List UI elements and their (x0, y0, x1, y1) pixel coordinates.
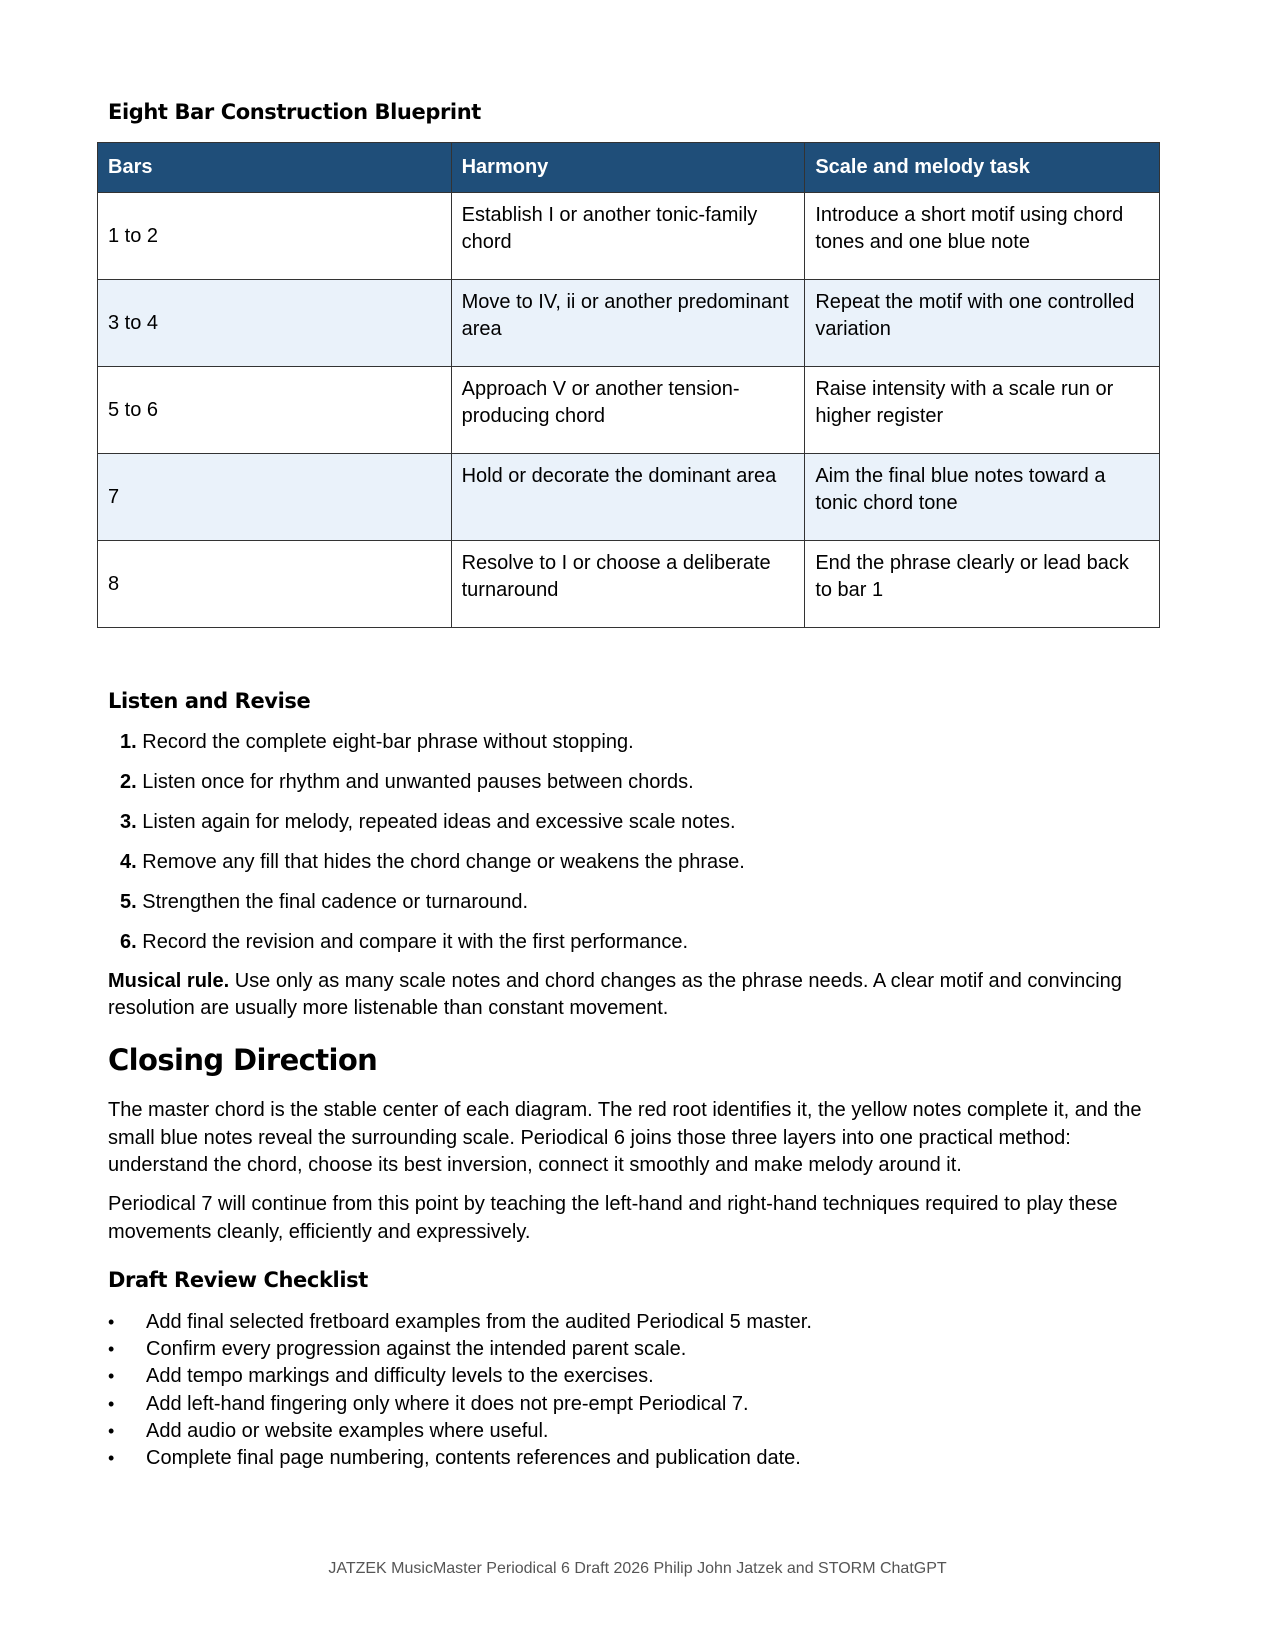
harmony-cell: Move to IV, ii or another predominant area (451, 280, 805, 367)
harmony-cell: Approach V or another tension-producing chord (451, 367, 805, 454)
closing-paragraph-2: Periodical 7 will continue from this point by teaching the left-hand and right-hand techniques required to play these movements cleanly, efficiently and expressively. (108, 1193, 1118, 1243)
task-cell: End the phrase clearly or lead back to bar 1 (805, 541, 1160, 628)
task-cell: Introduce a short motif using chord tones and one blue note (805, 193, 1160, 280)
rule-text: Use only as many scale notes and chord changes as the phrase needs. A clear motif and convincing resolution are usually more listenable than constant movement. (108, 970, 1122, 1019)
closing-direction-heading: Closing Direction (108, 1043, 378, 1077)
step-text: Record the complete eight-bar phrase without stopping. (142, 731, 634, 753)
list-item (120, 928, 745, 968)
bars-cell: 3 to 4 (98, 280, 452, 367)
table-row (98, 367, 1160, 454)
rule-label: Musical rule. (108, 970, 230, 992)
step-number: 3. (120, 811, 137, 833)
list-item (108, 1336, 812, 1363)
bullet-icon: • (108, 1447, 115, 1468)
bars-cell: 1 to 2 (98, 193, 452, 280)
checklist-heading: Draft Review Checklist (108, 1268, 368, 1292)
list-item (120, 768, 745, 808)
bullet-icon: • (108, 1366, 115, 1387)
checklist-text: Complete final page numbering, contents references and publication date. (146, 1446, 801, 1469)
checklist-text: Add audio or website examples where useful. (146, 1419, 549, 1442)
blueprint-table (97, 142, 1160, 628)
list-item (120, 808, 745, 848)
step-text: Listen once for rhythm and unwanted pauses between chords. (142, 771, 694, 793)
column-header-harmony: Harmony (451, 143, 805, 193)
harmony-cell: Resolve to I or choose a deliberate turnaround (451, 541, 805, 628)
harmony-cell: Hold or decorate the dominant area (451, 454, 805, 541)
task-cell: Repeat the motif with one controlled variation (805, 280, 1160, 367)
table-row (98, 541, 1160, 628)
step-number: 1. (120, 731, 137, 753)
task-cell: Aim the final blue notes toward a tonic chord tone (805, 454, 1160, 541)
bars-cell: 8 (98, 541, 452, 628)
step-number: 5. (120, 891, 137, 913)
step-text: Listen again for melody, repeated ideas and excessive scale notes. (142, 811, 736, 833)
column-header-task: Scale and melody task (805, 143, 1160, 193)
harmony-cell: Establish I or another tonic-family chord (451, 193, 805, 280)
list-item (108, 1363, 812, 1390)
musical-rule-paragraph (108, 968, 1168, 1022)
list-item (120, 728, 745, 768)
bars-cell: 7 (98, 454, 452, 541)
table-row (98, 193, 1160, 280)
step-number: 6. (120, 931, 137, 953)
step-text: Strengthen the final cadence or turnaround. (142, 891, 529, 913)
step-text: Remove any fill that hides the chord change or weakens the phrase. (142, 851, 745, 873)
step-number: 4. (120, 851, 137, 873)
step-text: Record the revision and compare it with the first performance. (142, 931, 689, 953)
list-item (108, 1445, 812, 1472)
list-item (108, 1309, 812, 1336)
table-row (98, 454, 1160, 541)
review-checklist (108, 1309, 812, 1472)
bars-cell: 5 to 6 (98, 367, 452, 454)
closing-paragraph-1: The master chord is the stable center of each diagram. The red root identifies it, the yellow notes complete it, and the small blue notes reveal the surrounding scale. Periodical 6 joins those three layers into one practical method: understand the chord, choose its best inversion, connect it smoothly and make melody around it. (108, 1099, 1142, 1176)
checklist-text: Add left-hand fingering only where it does not pre-empt Periodical 7. (146, 1392, 749, 1415)
step-number: 2. (120, 771, 137, 793)
revise-steps-list (120, 728, 745, 968)
checklist-text: Add final selected fretboard examples from the audited Periodical 5 master. (146, 1311, 812, 1333)
table-header-row (98, 143, 1160, 193)
list-item (108, 1391, 812, 1418)
blueprint-heading: Eight Bar Construction Blueprint (108, 100, 481, 124)
checklist-text: Add tempo markings and difficulty levels to the exercises. (146, 1365, 654, 1388)
bullet-icon: • (108, 1420, 115, 1441)
list-item (120, 848, 745, 888)
table-row (98, 280, 1160, 367)
task-cell: Raise intensity with a scale run or higher register (805, 367, 1160, 454)
bullet-icon: • (108, 1393, 115, 1414)
list-item (108, 1418, 812, 1445)
bullet-icon: • (108, 1339, 115, 1360)
bullet-icon: • (108, 1312, 115, 1332)
column-header-bars: Bars (98, 143, 452, 193)
list-item (120, 888, 745, 928)
listen-revise-heading: Listen and Revise (108, 689, 311, 713)
checklist-text: Confirm every progression against the intended parent scale. (146, 1338, 687, 1361)
page-footer: JATZEK MusicMaster Periodical 6 Draft 2026 Philip John Jatzek and STORM ChatGPT (328, 1560, 947, 1577)
